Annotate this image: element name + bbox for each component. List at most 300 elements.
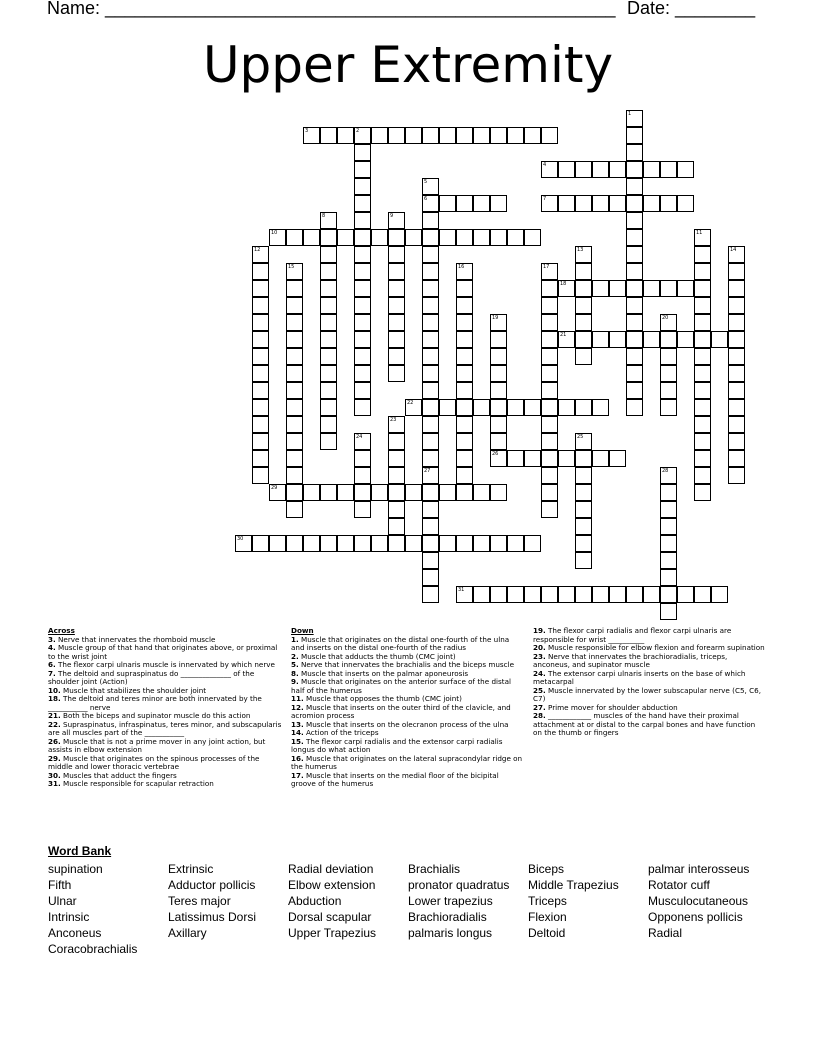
grid-cell[interactable] xyxy=(575,331,592,348)
grid-cell[interactable] xyxy=(575,314,592,331)
grid-cell[interactable] xyxy=(354,314,371,331)
grid-cell[interactable] xyxy=(269,535,286,552)
grid-cell[interactable] xyxy=(694,399,711,416)
grid-cell[interactable] xyxy=(252,246,269,263)
grid-cell[interactable] xyxy=(422,331,439,348)
grid-cell[interactable] xyxy=(388,246,405,263)
grid-cell[interactable] xyxy=(575,450,592,467)
grid-cell[interactable] xyxy=(439,399,456,416)
grid-cell[interactable] xyxy=(626,348,643,365)
grid-cell[interactable] xyxy=(337,484,354,501)
grid-cell[interactable] xyxy=(286,348,303,365)
grid-cell[interactable] xyxy=(660,280,677,297)
grid-cell[interactable] xyxy=(660,195,677,212)
grid-cell[interactable] xyxy=(575,297,592,314)
grid-cell[interactable] xyxy=(490,195,507,212)
grid-cell[interactable] xyxy=(626,110,643,127)
grid-cell[interactable] xyxy=(677,280,694,297)
grid-cell[interactable] xyxy=(660,467,677,484)
grid-cell[interactable] xyxy=(252,399,269,416)
grid-cell[interactable] xyxy=(711,586,728,603)
grid-cell[interactable] xyxy=(694,382,711,399)
grid-cell[interactable] xyxy=(609,161,626,178)
grid-cell[interactable] xyxy=(354,280,371,297)
grid-cell[interactable] xyxy=(541,399,558,416)
grid-cell[interactable] xyxy=(626,314,643,331)
grid-cell[interactable] xyxy=(541,467,558,484)
grid-cell[interactable] xyxy=(558,331,575,348)
grid-cell[interactable] xyxy=(371,229,388,246)
grid-cell[interactable] xyxy=(541,586,558,603)
grid-cell[interactable] xyxy=(592,586,609,603)
grid-cell[interactable] xyxy=(320,263,337,280)
grid-cell[interactable] xyxy=(660,331,677,348)
grid-cell[interactable] xyxy=(320,365,337,382)
grid-cell[interactable] xyxy=(694,484,711,501)
grid-cell[interactable] xyxy=(626,382,643,399)
grid-cell[interactable] xyxy=(286,382,303,399)
grid-cell[interactable] xyxy=(575,399,592,416)
grid-cell[interactable] xyxy=(252,348,269,365)
grid-cell[interactable] xyxy=(286,416,303,433)
grid-cell[interactable] xyxy=(320,127,337,144)
grid-cell[interactable] xyxy=(694,246,711,263)
grid-cell[interactable] xyxy=(626,331,643,348)
grid-cell[interactable] xyxy=(558,195,575,212)
grid-cell[interactable] xyxy=(728,450,745,467)
grid-cell[interactable] xyxy=(575,161,592,178)
grid-cell[interactable] xyxy=(456,348,473,365)
grid-cell[interactable] xyxy=(524,399,541,416)
grid-cell[interactable] xyxy=(507,229,524,246)
grid-cell[interactable] xyxy=(422,365,439,382)
grid-cell[interactable] xyxy=(660,365,677,382)
grid-cell[interactable] xyxy=(388,229,405,246)
grid-cell[interactable] xyxy=(354,195,371,212)
grid-cell[interactable] xyxy=(422,416,439,433)
grid-cell[interactable] xyxy=(422,467,439,484)
grid-cell[interactable] xyxy=(490,348,507,365)
grid-cell[interactable] xyxy=(422,127,439,144)
grid-cell[interactable] xyxy=(320,399,337,416)
grid-cell[interactable] xyxy=(728,246,745,263)
grid-cell[interactable] xyxy=(473,586,490,603)
grid-cell[interactable] xyxy=(660,314,677,331)
grid-cell[interactable] xyxy=(439,127,456,144)
grid-cell[interactable] xyxy=(473,195,490,212)
grid-cell[interactable] xyxy=(422,212,439,229)
grid-cell[interactable] xyxy=(422,569,439,586)
grid-cell[interactable] xyxy=(422,280,439,297)
grid-cell[interactable] xyxy=(473,229,490,246)
grid-cell[interactable] xyxy=(626,246,643,263)
grid-cell[interactable] xyxy=(354,212,371,229)
grid-cell[interactable] xyxy=(456,433,473,450)
grid-cell[interactable] xyxy=(541,331,558,348)
grid-cell[interactable] xyxy=(354,399,371,416)
grid-cell[interactable] xyxy=(439,195,456,212)
grid-cell[interactable] xyxy=(320,212,337,229)
grid-cell[interactable] xyxy=(558,280,575,297)
grid-cell[interactable] xyxy=(660,569,677,586)
grid-cell[interactable] xyxy=(575,552,592,569)
grid-cell[interactable] xyxy=(286,263,303,280)
grid-cell[interactable] xyxy=(456,127,473,144)
grid-cell[interactable] xyxy=(320,382,337,399)
grid-cell[interactable] xyxy=(490,535,507,552)
grid-cell[interactable] xyxy=(286,229,303,246)
grid-cell[interactable] xyxy=(354,144,371,161)
grid-cell[interactable] xyxy=(388,433,405,450)
grid-cell[interactable] xyxy=(609,280,626,297)
grid-cell[interactable] xyxy=(490,382,507,399)
grid-cell[interactable] xyxy=(456,535,473,552)
grid-cell[interactable] xyxy=(626,161,643,178)
grid-cell[interactable] xyxy=(388,331,405,348)
grid-cell[interactable] xyxy=(371,484,388,501)
grid-cell[interactable] xyxy=(388,280,405,297)
grid-cell[interactable] xyxy=(626,297,643,314)
grid-cell[interactable] xyxy=(320,246,337,263)
grid-cell[interactable] xyxy=(252,467,269,484)
grid-cell[interactable] xyxy=(252,365,269,382)
grid-cell[interactable] xyxy=(286,314,303,331)
grid-cell[interactable] xyxy=(490,314,507,331)
grid-cell[interactable] xyxy=(541,365,558,382)
grid-cell[interactable] xyxy=(728,416,745,433)
grid-cell[interactable] xyxy=(490,365,507,382)
grid-cell[interactable] xyxy=(592,195,609,212)
grid-cell[interactable] xyxy=(626,280,643,297)
grid-cell[interactable] xyxy=(422,518,439,535)
grid-cell[interactable] xyxy=(252,297,269,314)
grid-cell[interactable] xyxy=(490,450,507,467)
grid-cell[interactable] xyxy=(490,416,507,433)
grid-cell[interactable] xyxy=(626,127,643,144)
grid-cell[interactable] xyxy=(422,314,439,331)
grid-cell[interactable] xyxy=(575,586,592,603)
grid-cell[interactable] xyxy=(286,297,303,314)
grid-cell[interactable] xyxy=(524,229,541,246)
grid-cell[interactable] xyxy=(507,586,524,603)
grid-cell[interactable] xyxy=(320,433,337,450)
grid-cell[interactable] xyxy=(541,450,558,467)
grid-cell[interactable] xyxy=(422,178,439,195)
grid-cell[interactable] xyxy=(728,399,745,416)
grid-cell[interactable] xyxy=(388,127,405,144)
grid-cell[interactable] xyxy=(388,450,405,467)
grid-cell[interactable] xyxy=(575,246,592,263)
grid-cell[interactable] xyxy=(490,399,507,416)
grid-cell[interactable] xyxy=(354,382,371,399)
grid-cell[interactable] xyxy=(626,212,643,229)
grid-cell[interactable] xyxy=(626,263,643,280)
grid-cell[interactable] xyxy=(592,161,609,178)
grid-cell[interactable] xyxy=(286,484,303,501)
grid-cell[interactable] xyxy=(456,297,473,314)
grid-cell[interactable] xyxy=(286,467,303,484)
grid-cell[interactable] xyxy=(643,586,660,603)
grid-cell[interactable] xyxy=(677,161,694,178)
grid-cell[interactable] xyxy=(354,450,371,467)
grid-cell[interactable] xyxy=(592,280,609,297)
grid-cell[interactable] xyxy=(388,416,405,433)
grid-cell[interactable] xyxy=(728,280,745,297)
grid-cell[interactable] xyxy=(422,552,439,569)
grid-cell[interactable] xyxy=(252,314,269,331)
grid-cell[interactable] xyxy=(286,501,303,518)
grid-cell[interactable] xyxy=(575,467,592,484)
grid-cell[interactable] xyxy=(575,535,592,552)
grid-cell[interactable] xyxy=(558,161,575,178)
grid-cell[interactable] xyxy=(694,263,711,280)
grid-cell[interactable] xyxy=(660,484,677,501)
grid-cell[interactable] xyxy=(507,127,524,144)
grid-cell[interactable] xyxy=(405,484,422,501)
grid-cell[interactable] xyxy=(388,535,405,552)
grid-cell[interactable] xyxy=(354,535,371,552)
grid-cell[interactable] xyxy=(558,586,575,603)
grid-cell[interactable] xyxy=(320,535,337,552)
grid-cell[interactable] xyxy=(252,280,269,297)
grid-cell[interactable] xyxy=(575,263,592,280)
grid-cell[interactable] xyxy=(456,365,473,382)
grid-cell[interactable] xyxy=(456,467,473,484)
grid-cell[interactable] xyxy=(524,586,541,603)
grid-cell[interactable] xyxy=(354,161,371,178)
grid-cell[interactable] xyxy=(456,229,473,246)
grid-cell[interactable] xyxy=(388,348,405,365)
grid-cell[interactable] xyxy=(626,365,643,382)
grid-cell[interactable] xyxy=(660,552,677,569)
grid-cell[interactable] xyxy=(660,399,677,416)
grid-cell[interactable] xyxy=(558,450,575,467)
grid-cell[interactable] xyxy=(490,484,507,501)
grid-cell[interactable] xyxy=(422,535,439,552)
grid-cell[interactable] xyxy=(320,314,337,331)
grid-cell[interactable] xyxy=(694,297,711,314)
grid-cell[interactable] xyxy=(405,399,422,416)
grid-cell[interactable] xyxy=(456,195,473,212)
grid-cell[interactable] xyxy=(609,331,626,348)
grid-cell[interactable] xyxy=(626,399,643,416)
grid-cell[interactable] xyxy=(677,331,694,348)
grid-cell[interactable] xyxy=(422,297,439,314)
grid-cell[interactable] xyxy=(643,161,660,178)
grid-cell[interactable] xyxy=(728,382,745,399)
grid-cell[interactable] xyxy=(388,484,405,501)
grid-cell[interactable] xyxy=(388,501,405,518)
grid-cell[interactable] xyxy=(252,535,269,552)
grid-cell[interactable] xyxy=(303,484,320,501)
grid-cell[interactable] xyxy=(456,416,473,433)
grid-cell[interactable] xyxy=(626,195,643,212)
grid-cell[interactable] xyxy=(728,348,745,365)
grid-cell[interactable] xyxy=(660,535,677,552)
grid-cell[interactable] xyxy=(541,433,558,450)
grid-cell[interactable] xyxy=(286,433,303,450)
grid-cell[interactable] xyxy=(728,314,745,331)
grid-cell[interactable] xyxy=(694,365,711,382)
grid-cell[interactable] xyxy=(354,331,371,348)
grid-cell[interactable] xyxy=(354,297,371,314)
grid-cell[interactable] xyxy=(728,467,745,484)
grid-cell[interactable] xyxy=(286,280,303,297)
grid-cell[interactable] xyxy=(490,586,507,603)
grid-cell[interactable] xyxy=(490,127,507,144)
grid-cell[interactable] xyxy=(660,501,677,518)
grid-cell[interactable] xyxy=(388,518,405,535)
grid-cell[interactable] xyxy=(422,382,439,399)
grid-cell[interactable] xyxy=(728,297,745,314)
grid-cell[interactable] xyxy=(337,229,354,246)
grid-cell[interactable] xyxy=(354,484,371,501)
grid-cell[interactable] xyxy=(320,331,337,348)
grid-cell[interactable] xyxy=(507,399,524,416)
grid-cell[interactable] xyxy=(575,484,592,501)
grid-cell[interactable] xyxy=(252,416,269,433)
grid-cell[interactable] xyxy=(456,280,473,297)
grid-cell[interactable] xyxy=(541,484,558,501)
grid-cell[interactable] xyxy=(524,450,541,467)
grid-cell[interactable] xyxy=(711,331,728,348)
grid-cell[interactable] xyxy=(422,450,439,467)
grid-cell[interactable] xyxy=(643,331,660,348)
grid-cell[interactable] xyxy=(337,535,354,552)
grid-cell[interactable] xyxy=(405,127,422,144)
grid-cell[interactable] xyxy=(592,331,609,348)
grid-cell[interactable] xyxy=(609,586,626,603)
grid-cell[interactable] xyxy=(490,331,507,348)
grid-cell[interactable] xyxy=(320,348,337,365)
grid-cell[interactable] xyxy=(541,416,558,433)
grid-cell[interactable] xyxy=(575,348,592,365)
grid-cell[interactable] xyxy=(252,382,269,399)
grid-cell[interactable] xyxy=(626,586,643,603)
grid-cell[interactable] xyxy=(371,535,388,552)
grid-cell[interactable] xyxy=(354,229,371,246)
grid-cell[interactable] xyxy=(609,195,626,212)
grid-cell[interactable] xyxy=(337,127,354,144)
grid-cell[interactable] xyxy=(541,297,558,314)
grid-cell[interactable] xyxy=(320,297,337,314)
grid-cell[interactable] xyxy=(473,535,490,552)
grid-cell[interactable] xyxy=(422,399,439,416)
grid-cell[interactable] xyxy=(609,450,626,467)
grid-cell[interactable] xyxy=(388,467,405,484)
grid-cell[interactable] xyxy=(694,416,711,433)
grid-cell[interactable] xyxy=(422,586,439,603)
grid-cell[interactable] xyxy=(354,501,371,518)
grid-cell[interactable] xyxy=(541,195,558,212)
grid-cell[interactable] xyxy=(694,280,711,297)
grid-cell[interactable] xyxy=(575,433,592,450)
grid-cell[interactable] xyxy=(660,586,677,603)
grid-cell[interactable] xyxy=(354,178,371,195)
grid-cell[interactable] xyxy=(388,297,405,314)
grid-cell[interactable] xyxy=(422,348,439,365)
grid-cell[interactable] xyxy=(439,484,456,501)
grid-cell[interactable] xyxy=(354,127,371,144)
grid-cell[interactable] xyxy=(507,535,524,552)
grid-cell[interactable] xyxy=(592,399,609,416)
grid-cell[interactable] xyxy=(694,450,711,467)
grid-cell[interactable] xyxy=(286,399,303,416)
grid-cell[interactable] xyxy=(371,127,388,144)
grid-cell[interactable] xyxy=(252,450,269,467)
grid-cell[interactable] xyxy=(388,263,405,280)
grid-cell[interactable] xyxy=(354,246,371,263)
grid-cell[interactable] xyxy=(660,348,677,365)
grid-cell[interactable] xyxy=(541,348,558,365)
grid-cell[interactable] xyxy=(456,450,473,467)
grid-cell[interactable] xyxy=(660,161,677,178)
grid-cell[interactable] xyxy=(388,212,405,229)
grid-cell[interactable] xyxy=(575,501,592,518)
grid-cell[interactable] xyxy=(456,484,473,501)
grid-cell[interactable] xyxy=(286,331,303,348)
grid-cell[interactable] xyxy=(660,382,677,399)
grid-cell[interactable] xyxy=(473,127,490,144)
grid-cell[interactable] xyxy=(422,246,439,263)
grid-cell[interactable] xyxy=(694,586,711,603)
grid-cell[interactable] xyxy=(286,365,303,382)
grid-cell[interactable] xyxy=(541,501,558,518)
grid-cell[interactable] xyxy=(252,263,269,280)
grid-cell[interactable] xyxy=(558,399,575,416)
grid-cell[interactable] xyxy=(269,229,286,246)
grid-cell[interactable] xyxy=(422,501,439,518)
grid-cell[interactable] xyxy=(524,127,541,144)
grid-cell[interactable] xyxy=(524,535,541,552)
grid-cell[interactable] xyxy=(439,229,456,246)
grid-cell[interactable] xyxy=(320,416,337,433)
grid-cell[interactable] xyxy=(320,229,337,246)
grid-cell[interactable] xyxy=(303,535,320,552)
grid-cell[interactable] xyxy=(728,331,745,348)
grid-cell[interactable] xyxy=(626,178,643,195)
grid-cell[interactable] xyxy=(439,535,456,552)
grid-cell[interactable] xyxy=(388,365,405,382)
grid-cell[interactable] xyxy=(643,280,660,297)
grid-cell[interactable] xyxy=(303,127,320,144)
grid-cell[interactable] xyxy=(354,348,371,365)
grid-cell[interactable] xyxy=(456,314,473,331)
grid-cell[interactable] xyxy=(354,365,371,382)
grid-cell[interactable] xyxy=(677,586,694,603)
grid-cell[interactable] xyxy=(252,331,269,348)
grid-cell[interactable] xyxy=(541,263,558,280)
grid-cell[interactable] xyxy=(422,229,439,246)
grid-cell[interactable] xyxy=(694,467,711,484)
grid-cell[interactable] xyxy=(405,535,422,552)
grid-cell[interactable] xyxy=(388,314,405,331)
grid-cell[interactable] xyxy=(694,433,711,450)
grid-cell[interactable] xyxy=(728,365,745,382)
grid-cell[interactable] xyxy=(694,314,711,331)
grid-cell[interactable] xyxy=(456,382,473,399)
grid-cell[interactable] xyxy=(473,484,490,501)
grid-cell[interactable] xyxy=(354,433,371,450)
grid-cell[interactable] xyxy=(456,586,473,603)
grid-cell[interactable] xyxy=(422,433,439,450)
grid-cell[interactable] xyxy=(541,314,558,331)
grid-cell[interactable] xyxy=(694,331,711,348)
grid-cell[interactable] xyxy=(473,399,490,416)
grid-cell[interactable] xyxy=(405,229,422,246)
grid-cell[interactable] xyxy=(643,195,660,212)
grid-cell[interactable] xyxy=(303,229,320,246)
